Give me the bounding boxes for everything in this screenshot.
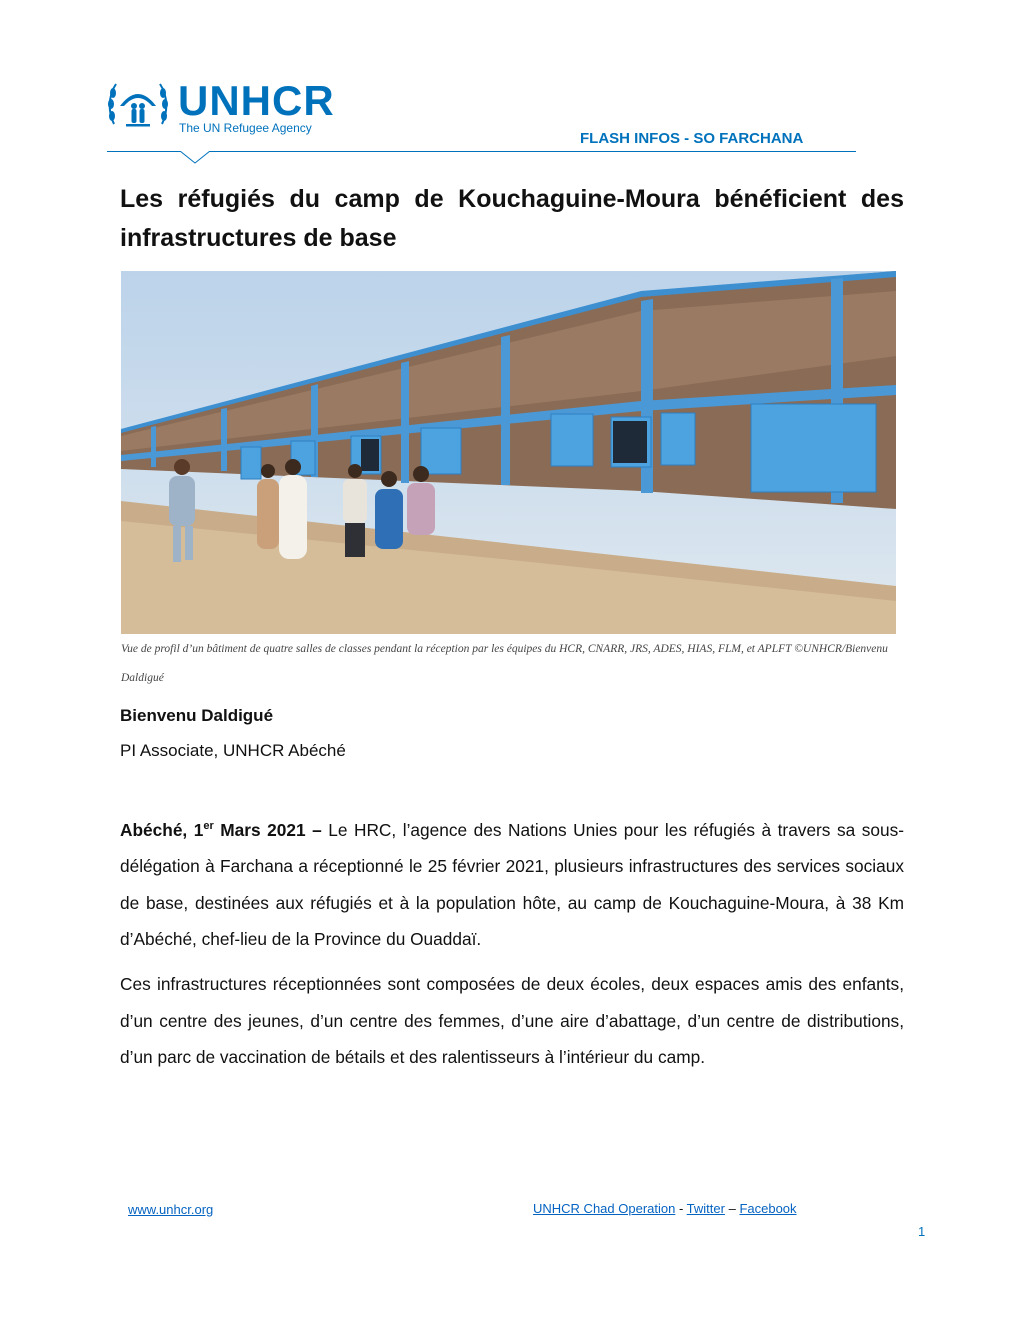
facebook-link[interactable]: Facebook bbox=[739, 1201, 797, 1216]
footer-separator-2: – bbox=[724, 1201, 740, 1216]
photo-caption: Vue de profil d’un bâtiment de quatre salles de classes pendant la réception par les équipes du HCR, CNARR, JRS, ADES, HIAS, FLM, et APLFT ©UNHCR/Bienvenu Daldigué bbox=[121, 643, 888, 684]
dateline bbox=[120, 820, 322, 840]
operation-link[interactable]: UNHCR Chad Operation bbox=[533, 1201, 676, 1216]
footer-right bbox=[533, 1201, 797, 1216]
paragraph-1-text: Le HRC, l’agence des Nations Unies pour les réfugiés à travers sa sous-délégation à Farchana a réceptionné le 25 février 2021, plusieurs infrastructures des services sociaux de base, destinées aux réfugiés et à la population hôte, au camp de Kouchaguine-Moura, à 38 Km d’Abéché, chef-lieu de la Province du Ouaddaï. bbox=[120, 819, 904, 950]
body-paragraph-1 bbox=[120, 808, 904, 958]
divider-notch-icon bbox=[180, 151, 210, 165]
logo-tagline: The UN Refugee Agency bbox=[179, 121, 312, 135]
dateline-rest: Mars 2021 – bbox=[213, 819, 322, 840]
twitter-link[interactable]: Twitter bbox=[686, 1201, 725, 1216]
website-link[interactable]: www.unhcr.org bbox=[128, 1202, 214, 1217]
header-divider bbox=[107, 151, 856, 152]
page-number: 1 bbox=[918, 1224, 926, 1239]
article-title: Les réfugiés du camp de Kouchaguine-Moura bénéficient des infrastructures de base bbox=[120, 185, 904, 252]
dateline-place: Abéché, 1 bbox=[120, 819, 204, 840]
dateline-superscript: er bbox=[203, 820, 214, 832]
body-paragraph-2: Ces infrastructures réceptionnées sont composées de deux écoles, deux espaces amis des enfants, d’un centre des jeunes, d’un centre des femmes, d’une aire d’abattage, d’un centre de distributions, d’un parc de vaccination de bétails et des ralentisseurs à l’intérieur du camp. bbox=[120, 974, 904, 1067]
logo-wordmark: UNHCR bbox=[178, 77, 335, 124]
unhcr-emblem-icon bbox=[106, 76, 170, 132]
school-building-photo bbox=[121, 271, 896, 634]
footer-separator-1: - bbox=[675, 1201, 687, 1216]
author-name: Bienvenu Daldigué bbox=[120, 706, 274, 725]
footer-left bbox=[128, 1201, 213, 1219]
author-role: PI Associate, UNHCR Abéché bbox=[120, 741, 346, 760]
section-label: FLASH INFOS - SO FARCHANA bbox=[580, 130, 804, 147]
